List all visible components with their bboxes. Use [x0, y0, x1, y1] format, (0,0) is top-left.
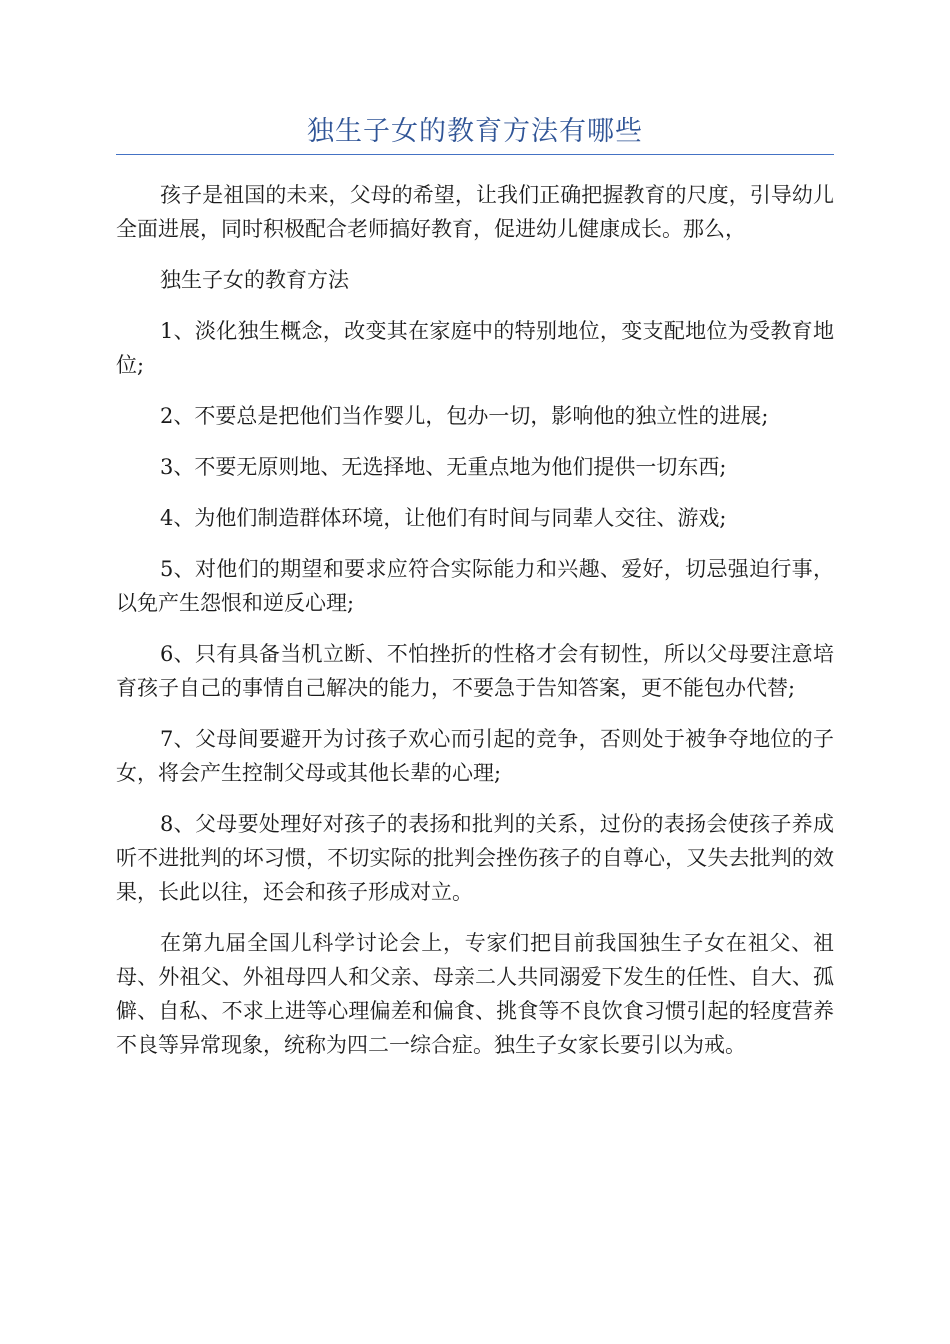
list-item-1: 1、淡化独生概念，改变其在家庭中的特别地位，变支配地位为受教育地位; [116, 319, 834, 377]
section-heading: 独生子女的教育方法 [160, 268, 349, 292]
list-item-5: 5、对他们的期望和要求应符合实际能力和兴趣、爱好，切忌强迫行事，以免产生怨恨和逆反心理; [116, 557, 834, 615]
page-title: 独生子女的教育方法有哪些 [307, 116, 643, 147]
list-item-3: 3、不要无原则地、无选择地、无重点地为他们提供一切东西; [160, 455, 727, 479]
closing-paragraph: 在第九届全国儿科学讨论会上，专家们把目前我国独生子女在祖父、祖母、外祖父、外祖母四人和父亲、母亲二人共同溺爱下发生的任性、自大、孤僻、自私、不求上进等心理偏差和偏食、挑食等不良饮食习惯引起的轻度营养不良等异常现象，统称为四二一综合症。独生子女家长要引以为戒。 [116, 931, 834, 1057]
list-item-4: 4、为他们制造群体环境，让他们有时间与同辈人交往、游戏; [160, 506, 727, 530]
list-item-6: 6、只有具备当机立断、不怕挫折的性格才会有韧性，所以父母要注意培育孩子自己的事情自己解决的能力，不要急于告知答案，更不能包办代替; [116, 642, 834, 700]
intro-paragraph: 孩子是祖国的未来，父母的希望，让我们正确把握教育的尺度，引导幼儿全面进展，同时积极配合老师搞好教育，促进幼儿健康成长。那么， [116, 183, 834, 241]
title-underline [116, 154, 834, 155]
list-item-7: 7、父母间要避开为讨孩子欢心而引起的竞争，否则处于被争夺地位的子女，将会产生控制父母或其他长辈的心理; [116, 727, 834, 785]
list-item-2: 2、不要总是把他们当作婴儿，包办一切，影响他的独立性的进展; [160, 404, 769, 428]
list-item-8: 8、父母要处理好对孩子的表扬和批判的关系，过份的表扬会使孩子养成听不进批判的坏习惯，不切实际的批判会挫伤孩子的自尊心，又失去批判的效果，长此以往，还会和孩子形成对立。 [116, 812, 834, 904]
document-body [116, 178, 834, 1079]
